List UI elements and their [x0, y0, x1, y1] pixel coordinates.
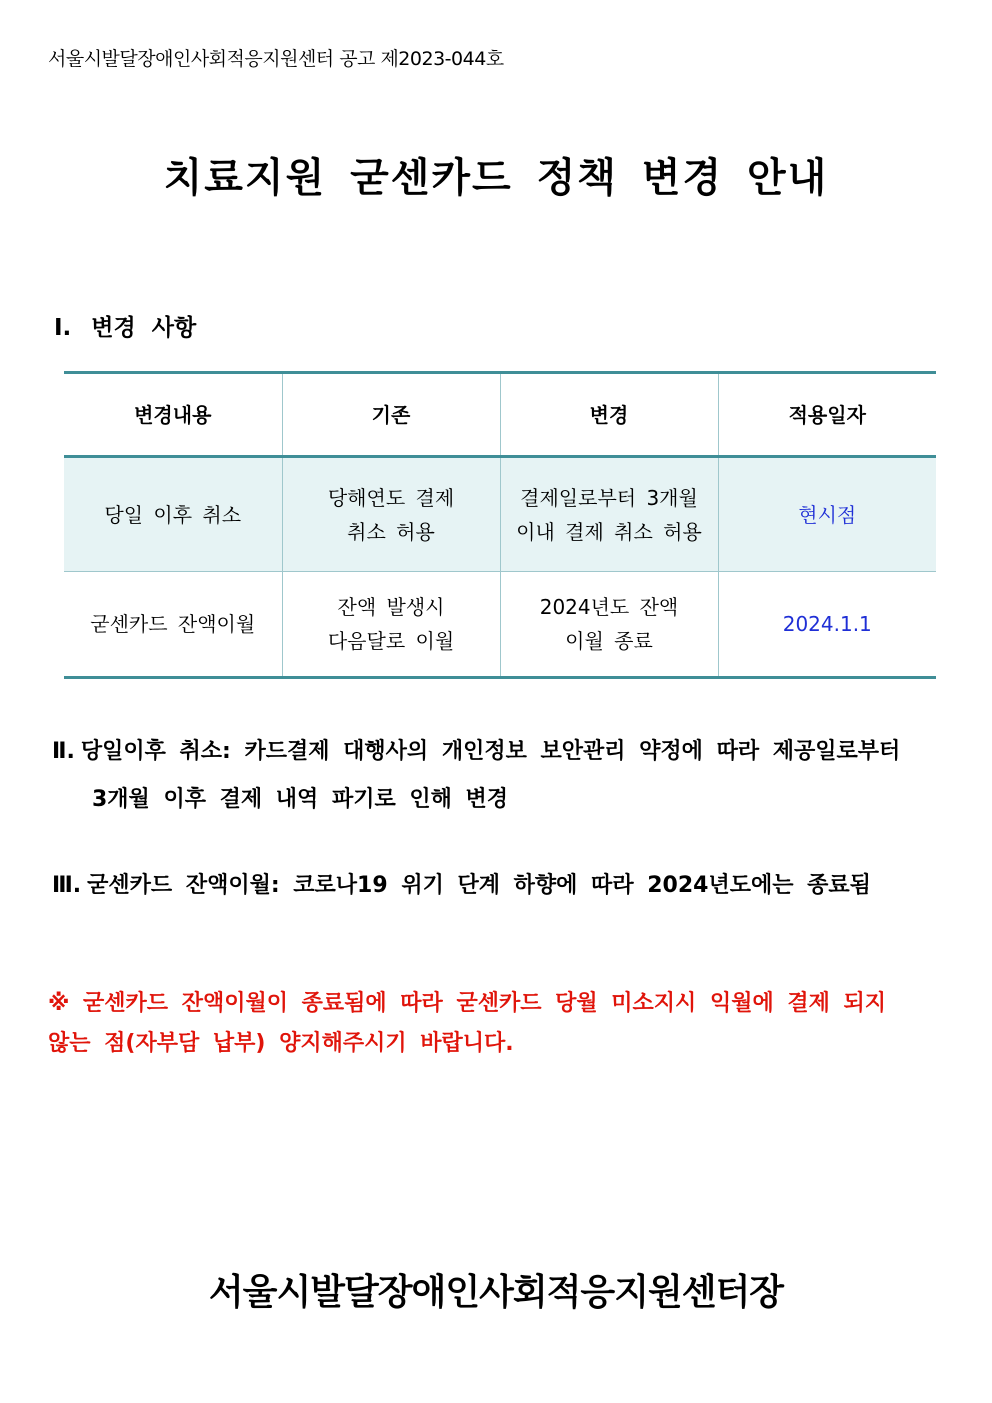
header-after: 변경 — [500, 373, 718, 457]
section-1-numeral: Ⅰ. — [54, 315, 72, 341]
cell-change-item: 굳센카드 잔액이월 — [64, 572, 282, 678]
warning-note — [48, 984, 948, 1064]
document-title: 치료지원 굳센카드 정책 변경 안내 — [163, 155, 829, 201]
section-2-paragraph — [52, 728, 952, 824]
cell-before-line: 당해연도 결제 — [327, 485, 455, 510]
cell-before-line: 다음달로 이월 — [327, 629, 455, 653]
header-change-item: 변경내용 — [64, 373, 282, 457]
cell-after — [500, 457, 718, 572]
table-row — [64, 457, 936, 572]
cell-before — [282, 457, 500, 572]
section-3-paragraph — [52, 862, 952, 910]
cell-after-line: 이월 종료 — [565, 629, 653, 653]
issuer-signature: 서울시발달장애인사회적응지원센터장 — [208, 1272, 784, 1313]
cell-after-line: 결제일로부터 3개월 — [520, 485, 698, 510]
table-header-row — [64, 373, 936, 457]
header-effective-date: 적용일자 — [718, 373, 936, 457]
cell-after-line: 2024년도 잔액 — [539, 595, 679, 619]
header-before: 기존 — [282, 373, 500, 457]
section-3-numeral: Ⅲ. — [52, 873, 82, 898]
cell-change-item: 당일 이후 취소 — [64, 457, 282, 572]
section-2-text-1: 당일이후 취소: 카드결제 대행사의 개인정보 보안관리 약정에 따라 제공일로부터 — [80, 739, 901, 764]
section-1-heading — [54, 309, 196, 342]
section-2-numeral: Ⅱ. — [52, 739, 75, 764]
warning-line-1: ※ 굳센카드 잔액이월이 종료됨에 따라 굳센카드 당월 미소지시 익월에 결제 되지 — [48, 991, 887, 1016]
change-table — [64, 371, 936, 679]
warning-line-2: 않는 점(자부담 납부) 양지해주시기 바랍니다. — [48, 1031, 514, 1056]
cell-effective-date: 2024.1.1 — [718, 572, 936, 678]
section-2-text-2: 3개월 이후 결제 내역 파기로 인해 변경 — [92, 787, 509, 812]
cell-before-line: 취소 허용 — [347, 519, 435, 544]
cell-after — [500, 572, 718, 678]
section-2-line-1 — [52, 728, 952, 776]
cell-effective-date: 현시점 — [718, 457, 936, 572]
notice-number: 서울시발달장애인사회적응지원센터 공고 제2023-044호 — [48, 48, 504, 70]
section-1-title: 변경 사항 — [91, 315, 197, 341]
table-row — [64, 572, 936, 678]
section-3-text: 굳센카드 잔액이월: 코로나19 위기 단계 하향에 따라 2024년도에는 종료됨 — [87, 873, 871, 898]
cell-before-line: 잔액 발생시 — [337, 595, 445, 619]
cell-after-line: 이내 결제 취소 허용 — [516, 519, 702, 544]
cell-before — [282, 572, 500, 678]
